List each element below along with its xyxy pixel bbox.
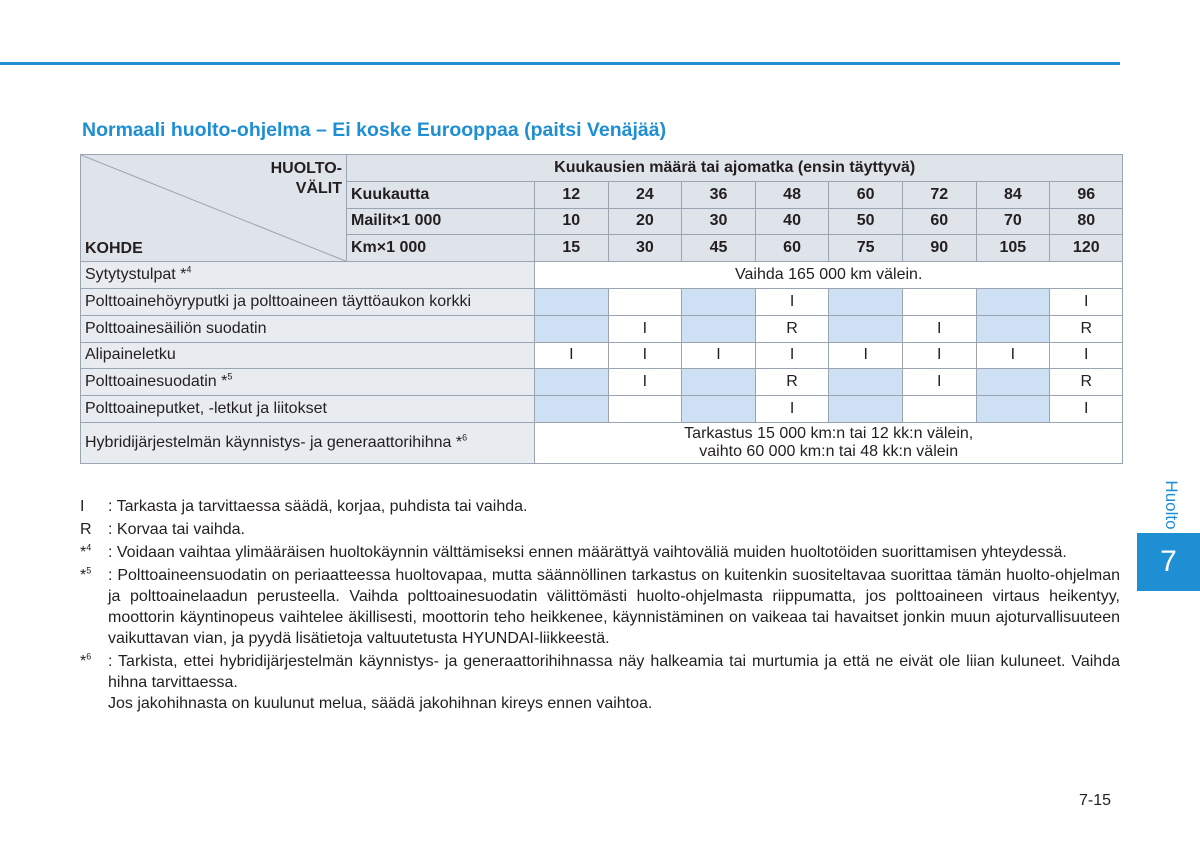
item-row-fuel-filter (81, 369, 1123, 396)
interval-value: 70 (976, 208, 1050, 235)
schedule-cell (829, 396, 903, 423)
footnote-line: Jos jakohihnasta on kuulunut melua, säädä jakohihnan kireys ennen vaihtoa. (108, 695, 653, 712)
schedule-cell: R (755, 315, 829, 342)
footnote-mark: I (80, 498, 85, 515)
schedule-cell: I (976, 342, 1050, 369)
footnote-number: 5 (86, 565, 92, 576)
schedule-cell (682, 288, 756, 315)
footnote-text: : Polttoaineensuodatin on periaatteessa huoltovapaa, mutta säännöllinen tarkastus on kuitenkin suositeltavaa suorittaa tämän huolto-ohjelman ja polttoainelaadun perusteella. Vaihda polttoainesuodatin välittömästi huolto-ohjelmasta riippumatta, jos polttoaineen virtaus heikentyy, moottorin käyntinopeus vaihtelee äkillisesti, moottorin teho heikkenee, käynnistäminen on vaikeaa tai havaitset jonkin muun ajoturvallisuuteen vaikuttavan vian, ja pyydä lisätietoja valtuutetusta HYUNDAI-liikkeestä. (108, 567, 1120, 647)
footnote-text: : Voidaan vaihtaa ylimääräisen huoltokäynnin välttämiseksi ennen määrättyä vaihtoväliä muiden huoltotöiden suorittamisen yhteydessä. (108, 544, 1067, 561)
schedule-cell: I (755, 342, 829, 369)
footnote-replace (80, 519, 1120, 540)
schedule-cell: I (902, 369, 976, 396)
footnote-4 (80, 542, 1120, 563)
schedule-cell: R (1050, 369, 1123, 396)
item-label-text: Sytytystulpat * (85, 266, 187, 284)
footnote-asterisk: * (80, 653, 87, 670)
footnote-number: 6 (86, 651, 92, 662)
interval-value: 75 (829, 235, 903, 262)
footnote-5 (80, 565, 1120, 649)
footnote-6 (80, 651, 1120, 714)
interval-label: Mailit×1 000 (347, 208, 535, 235)
span-header: Kuukausien määrä tai ajomatka (ensin täyttyvä) (347, 155, 1123, 182)
header-row (81, 155, 1123, 182)
schedule-cell: I (608, 342, 682, 369)
top-rule (0, 62, 1120, 65)
item-label-text: Hybridijärjestelmän käynnistys- ja generaattorihihna * (85, 433, 463, 451)
item-span-text (535, 422, 1123, 463)
item-span-text: Vaihda 165 000 km välein. (535, 262, 1123, 289)
interval-value: 60 (755, 235, 829, 262)
footnotes (80, 496, 1120, 714)
schedule-cell: I (608, 315, 682, 342)
item-footnote-ref: 4 (186, 264, 192, 275)
footnote-mark: R (80, 521, 92, 538)
interval-value: 90 (902, 235, 976, 262)
interval-value: 84 (976, 181, 1050, 208)
footnote-mark (80, 565, 108, 649)
schedule-cell (535, 396, 609, 423)
interval-label: Km×1 000 (347, 235, 535, 262)
interval-value: 24 (608, 181, 682, 208)
footnote-inspect (80, 496, 1120, 517)
schedule-cell: R (755, 369, 829, 396)
corner-top-line1: HUOLTO- (270, 160, 342, 177)
schedule-cell (682, 369, 756, 396)
schedule-cell: I (755, 396, 829, 423)
corner-top-label (271, 159, 342, 199)
chapter-tab-text: Huolto (1162, 480, 1181, 530)
schedule-cell (902, 396, 976, 423)
item-row-spark-plugs (81, 262, 1123, 289)
item-row-hybrid-belt (81, 422, 1123, 463)
maintenance-schedule-table (80, 154, 1123, 464)
interval-value: 40 (755, 208, 829, 235)
schedule-cell (976, 369, 1050, 396)
interval-value: 80 (1050, 208, 1123, 235)
item-label (81, 262, 535, 289)
item-label (81, 369, 535, 396)
item-row-fuel-lines (81, 396, 1123, 423)
footnote-text: : Korvaa tai vaihda. (108, 521, 245, 538)
footnote-text: : Tarkasta ja tarvittaessa säädä, korjaa, puhdista tai vaihda. (108, 498, 528, 515)
item-footnote-ref: 6 (462, 432, 468, 443)
schedule-cell (829, 315, 903, 342)
interval-label: Kuukautta (347, 181, 535, 208)
interval-value: 15 (535, 235, 609, 262)
footnote-asterisk: * (80, 567, 87, 584)
schedule-cell: I (1050, 342, 1123, 369)
footnote-mark (80, 651, 108, 714)
item-label: Polttoaineputket, -letkut ja liitokset (81, 396, 535, 423)
section-title: Normaali huolto-ohjelma – Ei koske Eurooppaa (paitsi Venäjää) (82, 119, 667, 141)
footnote-mark (80, 542, 108, 563)
schedule-cell: I (829, 342, 903, 369)
schedule-cell (608, 288, 682, 315)
item-span-line: vaihto 60 000 km:n tai 48 kk:n välein (699, 442, 959, 460)
interval-value: 50 (829, 208, 903, 235)
item-row-vapor-hose (81, 288, 1123, 315)
footnote-number: 4 (86, 542, 92, 553)
item-label (81, 422, 535, 463)
interval-value: 12 (535, 181, 609, 208)
footnote-line: : Tarkista, ettei hybridijärjestelmän käynnistys- ja generaattorihihnassa näy halkeamia tai murtumia ja että ne eivät ole liian kuluneet. Vaihda hihna tarvittaessa. (108, 653, 1120, 691)
schedule-cell: I (682, 342, 756, 369)
item-label: Polttoainehöyryputki ja polttoaineen täyttöaukon korkki (81, 288, 535, 315)
footnote-asterisk: * (80, 544, 87, 561)
schedule-cell: I (608, 369, 682, 396)
schedule-cell (976, 315, 1050, 342)
corner-cell (81, 155, 347, 262)
interval-value: 48 (755, 181, 829, 208)
schedule-cell: I (755, 288, 829, 315)
interval-value: 60 (902, 208, 976, 235)
item-label: Alipaineletku (81, 342, 535, 369)
schedule-cell (976, 288, 1050, 315)
schedule-cell (608, 396, 682, 423)
schedule-cell (535, 288, 609, 315)
schedule-cell: I (902, 315, 976, 342)
schedule-cell: I (535, 342, 609, 369)
page-number: 7-15 (1079, 792, 1112, 809)
schedule-cell (829, 369, 903, 396)
schedule-cell (902, 288, 976, 315)
item-label-text: Polttoainesuodatin * (85, 373, 228, 391)
interval-value: 30 (608, 235, 682, 262)
schedule-cell (682, 315, 756, 342)
item-footnote-ref: 5 (227, 371, 233, 382)
schedule-cell: I (902, 342, 976, 369)
corner-bottom-label: KOHDE (85, 240, 143, 258)
interval-value: 30 (682, 208, 756, 235)
chapter-number-tab: 7 (1137, 533, 1200, 591)
schedule-cell (535, 315, 609, 342)
schedule-cell (682, 396, 756, 423)
interval-value: 105 (976, 235, 1050, 262)
interval-value: 10 (535, 208, 609, 235)
interval-value: 20 (608, 208, 682, 235)
item-label: Polttoainesäiliön suodatin (81, 315, 535, 342)
chapter-tab-label (1155, 470, 1187, 540)
schedule-cell: I (1050, 288, 1123, 315)
schedule-cell (535, 369, 609, 396)
interval-value: 45 (682, 235, 756, 262)
footnote-text (108, 651, 1120, 714)
item-span-line: Tarkastus 15 000 km:n tai 12 kk:n välein, (684, 424, 974, 442)
interval-value: 72 (902, 181, 976, 208)
item-row-vacuum-hose (81, 342, 1123, 369)
item-row-tank-filter (81, 315, 1123, 342)
schedule-cell (976, 396, 1050, 423)
corner-top-line2: VÄLIT (295, 180, 342, 197)
interval-value: 120 (1050, 235, 1123, 262)
interval-value: 96 (1050, 181, 1123, 208)
interval-value: 60 (829, 181, 903, 208)
schedule-cell: R (1050, 315, 1123, 342)
schedule-cell (829, 288, 903, 315)
schedule-cell: I (1050, 396, 1123, 423)
interval-value: 36 (682, 181, 756, 208)
